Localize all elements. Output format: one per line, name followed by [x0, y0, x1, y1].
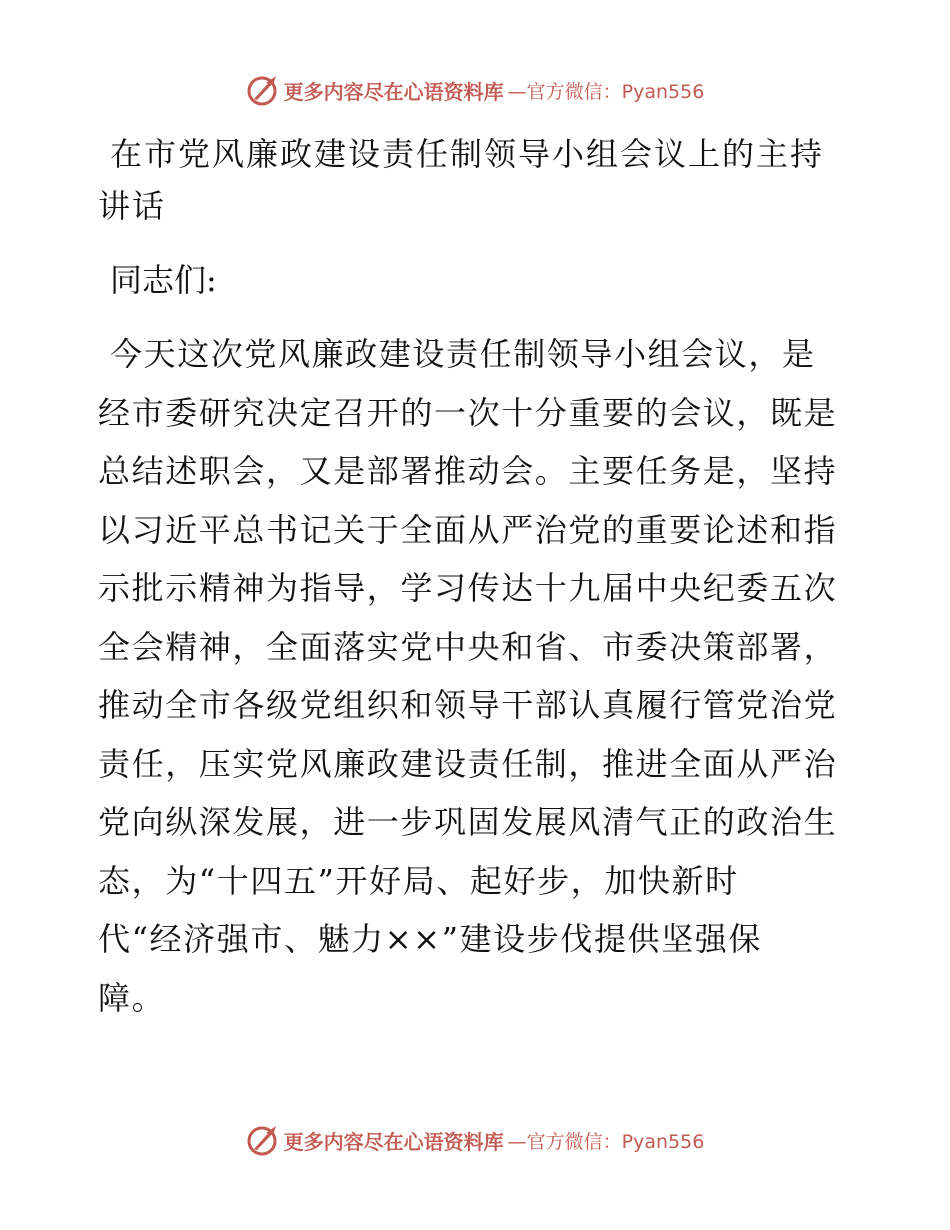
watermark-main-text: 更多内容尽在心语资料库: [283, 1129, 504, 1154]
document-title: [98, 128, 858, 232]
watermark-sub-text: —官方微信：Pyan556: [507, 80, 705, 103]
greeting: 同志们:: [110, 261, 217, 299]
paragraph-line: 示批示精神为指导，学习传达十九届中央纪委五次: [98, 569, 838, 607]
footer-watermark: [0, 1120, 950, 1160]
quill-logo-icon: [246, 73, 280, 107]
paragraph-line: 推动全市各级党组织和领导干部认真履行管党治党: [98, 686, 838, 724]
paragraph-line: 总结述职会，又是部署推动会。主要任务是，坚持: [98, 452, 838, 490]
paragraph-line: 党向纵深发展，进一步巩固发展风清气正的政治生: [98, 803, 838, 841]
title-line: 讲话: [98, 187, 167, 225]
paragraph-line: 经市委研究决定召开的一次十分重要的会议，既是: [98, 393, 838, 432]
watermark-sub-text: —官方微信：Pyan556: [507, 1130, 705, 1153]
paragraph-line: 代“经济强市、魅力××”建设步伐提供坚强保: [98, 920, 762, 958]
paragraph-line: 态，为“十四五”开好局、起好步，加快新时: [98, 861, 739, 900]
paragraph-line: 全会精神，全面落实党中央和省、市委决策部署，: [98, 627, 838, 666]
paragraph-line: 今天这次党风廉政建设责任制领导小组会议，是: [110, 335, 816, 373]
body-paragraph: [98, 330, 858, 1032]
paragraph-line: 责任，压实党风廉政建设责任制，推进全面从严治: [98, 744, 838, 783]
header-watermark: [0, 70, 950, 110]
watermark-main-text: 更多内容尽在心语资料库: [283, 79, 504, 104]
title-line: 在市党风廉政建设责任制领导小组会议上的主持: [110, 135, 825, 173]
paragraph-line: 以习近平总书记关于全面从严治党的重要论述和指: [98, 510, 838, 549]
paragraph-line: 障。: [98, 978, 166, 1017]
quill-logo-icon: [246, 1123, 280, 1157]
